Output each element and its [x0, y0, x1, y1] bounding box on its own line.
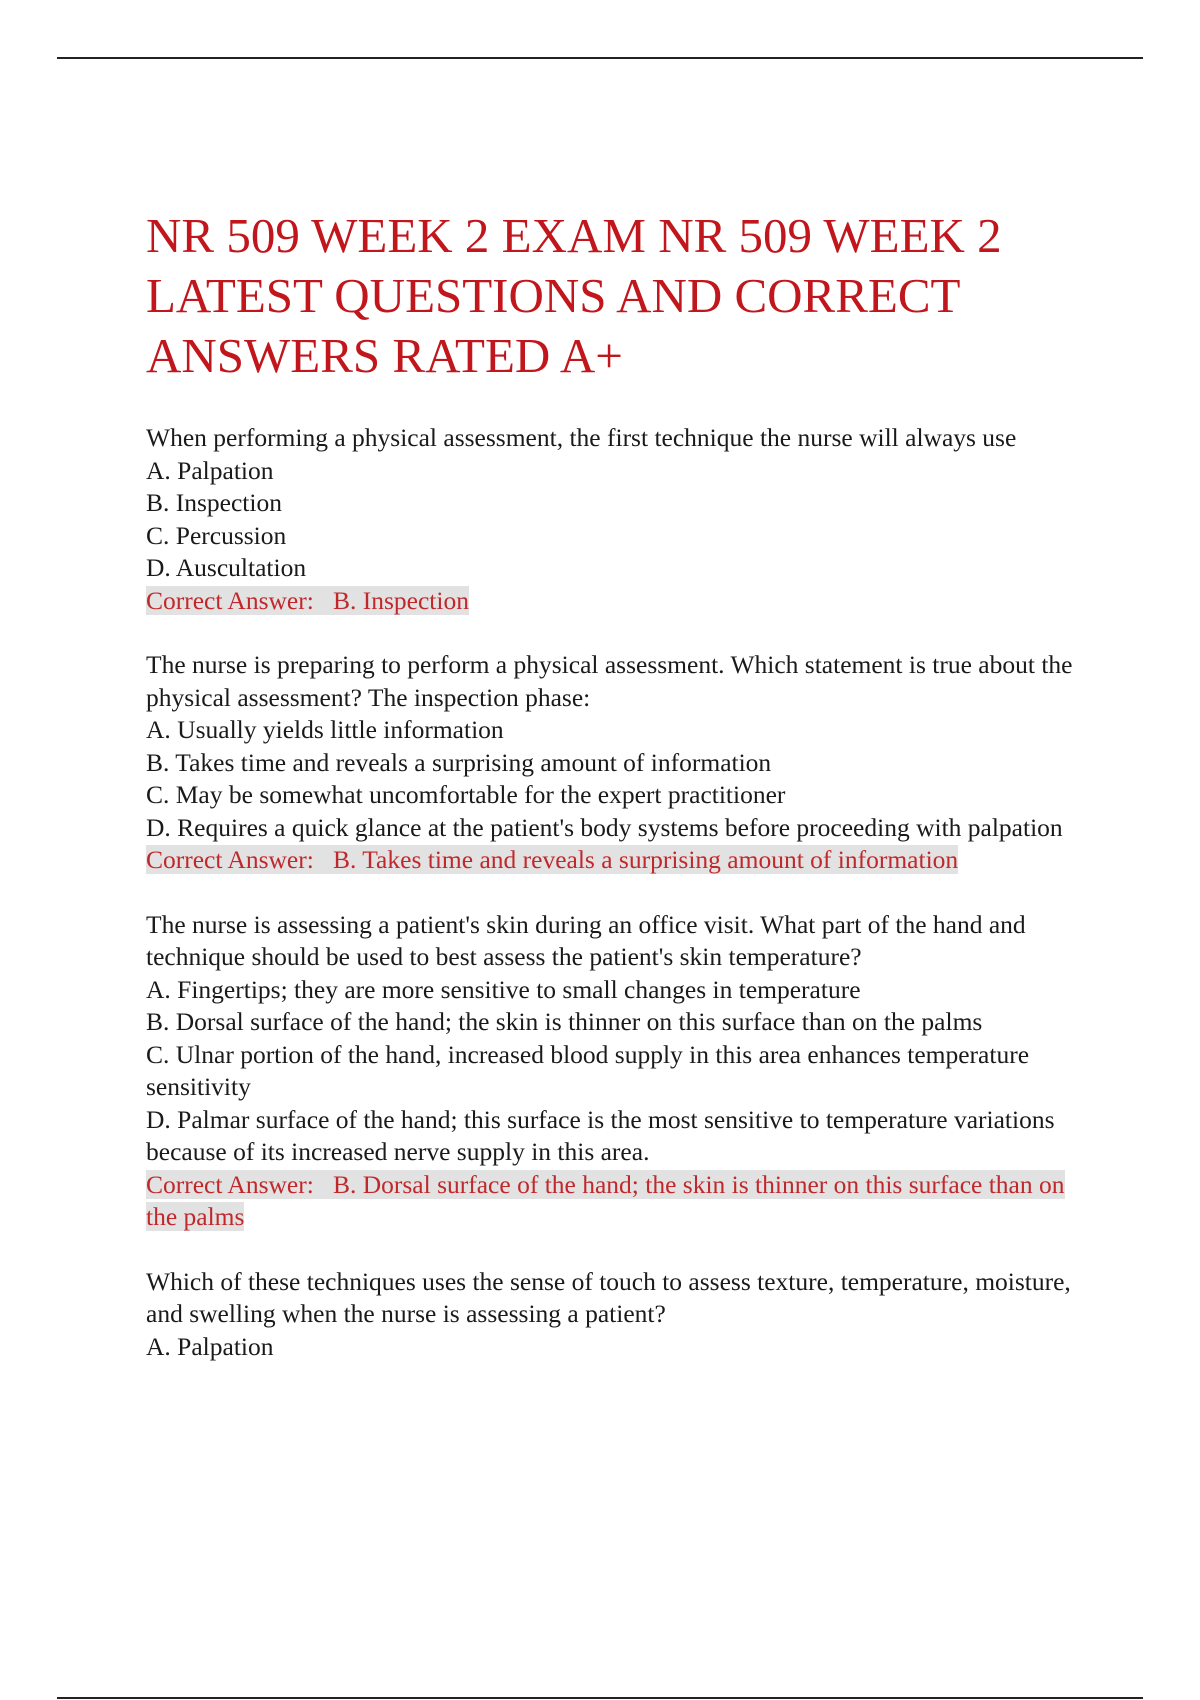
document-body	[146, 206, 1086, 1363]
option-a: A. Palpation	[146, 1331, 274, 1361]
answer-prefix: Correct Answer:	[146, 845, 314, 874]
answer-text: B. Inspection	[332, 585, 469, 615]
question-stem: Which of these techniques uses the sense of touch to assess texture, temperature, moisture, and swelling when the nurse is assessing a patient?	[146, 1266, 1071, 1328]
option-c: C. Ulnar portion of the hand, increased blood supply in this area enhances temperature sensitivity	[146, 1039, 1030, 1101]
document-title: NR 509 WEEK 2 EXAM NR 509 WEEK 2 LATEST QUESTIONS AND CORRECT ANSWERS RATED A+	[146, 208, 1002, 383]
question-2	[146, 649, 1086, 877]
option-b: B. Inspection	[146, 488, 282, 517]
option-c: C. Percussion	[146, 520, 287, 550]
question-stem: The nurse is preparing to perform a physical assessment. Which statement is true about the physical assessment? The inspection phase:	[146, 650, 1073, 712]
correct-answer	[146, 586, 469, 615]
question-3	[146, 909, 1086, 1234]
option-a: A. Usually yields little information	[146, 715, 504, 744]
top-rule	[57, 57, 1143, 59]
option-d-with-answer	[146, 812, 1086, 877]
answer-text: B. Takes time and reveals a surprising amount of information	[332, 845, 959, 874]
option-d: D. Auscultation	[146, 553, 307, 582]
answer-prefix: Correct Answer:	[146, 1169, 314, 1199]
question-1	[146, 422, 1086, 617]
option-a: A. Fingertips; they are more sensitive to small changes in temperature	[146, 974, 861, 1004]
answer-prefix: Correct Answer:	[146, 585, 314, 615]
question-4	[146, 1266, 1086, 1364]
option-c: C. May be somewhat uncomfortable for the expert practitioner	[146, 780, 786, 809]
correct-answer	[146, 1170, 1065, 1232]
option-b: B. Dorsal surface of the hand; the skin is thinner on this surface than on the palms	[146, 1007, 983, 1036]
question-stem: When performing a physical assessment, the first technique the nurse will always use	[146, 423, 1017, 452]
question-stem: The nurse is assessing a patient's skin during an office visit. What part of the hand and technique should be used to best assess the patient's skin temperature?	[146, 909, 1026, 971]
correct-answer-line	[146, 585, 1086, 618]
correct-answer	[146, 845, 958, 874]
bottom-rule	[57, 1697, 1143, 1699]
option-d: D. Palmar surface of the hand; this surface is the most sensitive to temperature variations because of its increased nerve supply in this area.	[146, 1104, 1055, 1166]
correct-answer-line	[146, 1169, 1086, 1234]
answer-text: B. Dorsal surface of the hand; the skin is thinner on this surface than on the palms	[146, 1169, 1065, 1231]
option-a: A. Palpation	[146, 455, 274, 485]
option-b: B. Takes time and reveals a surprising amount of information	[146, 747, 772, 777]
option-d: D. Requires a quick glance at the patient's body systems before proceeding with palpation	[146, 812, 1063, 842]
